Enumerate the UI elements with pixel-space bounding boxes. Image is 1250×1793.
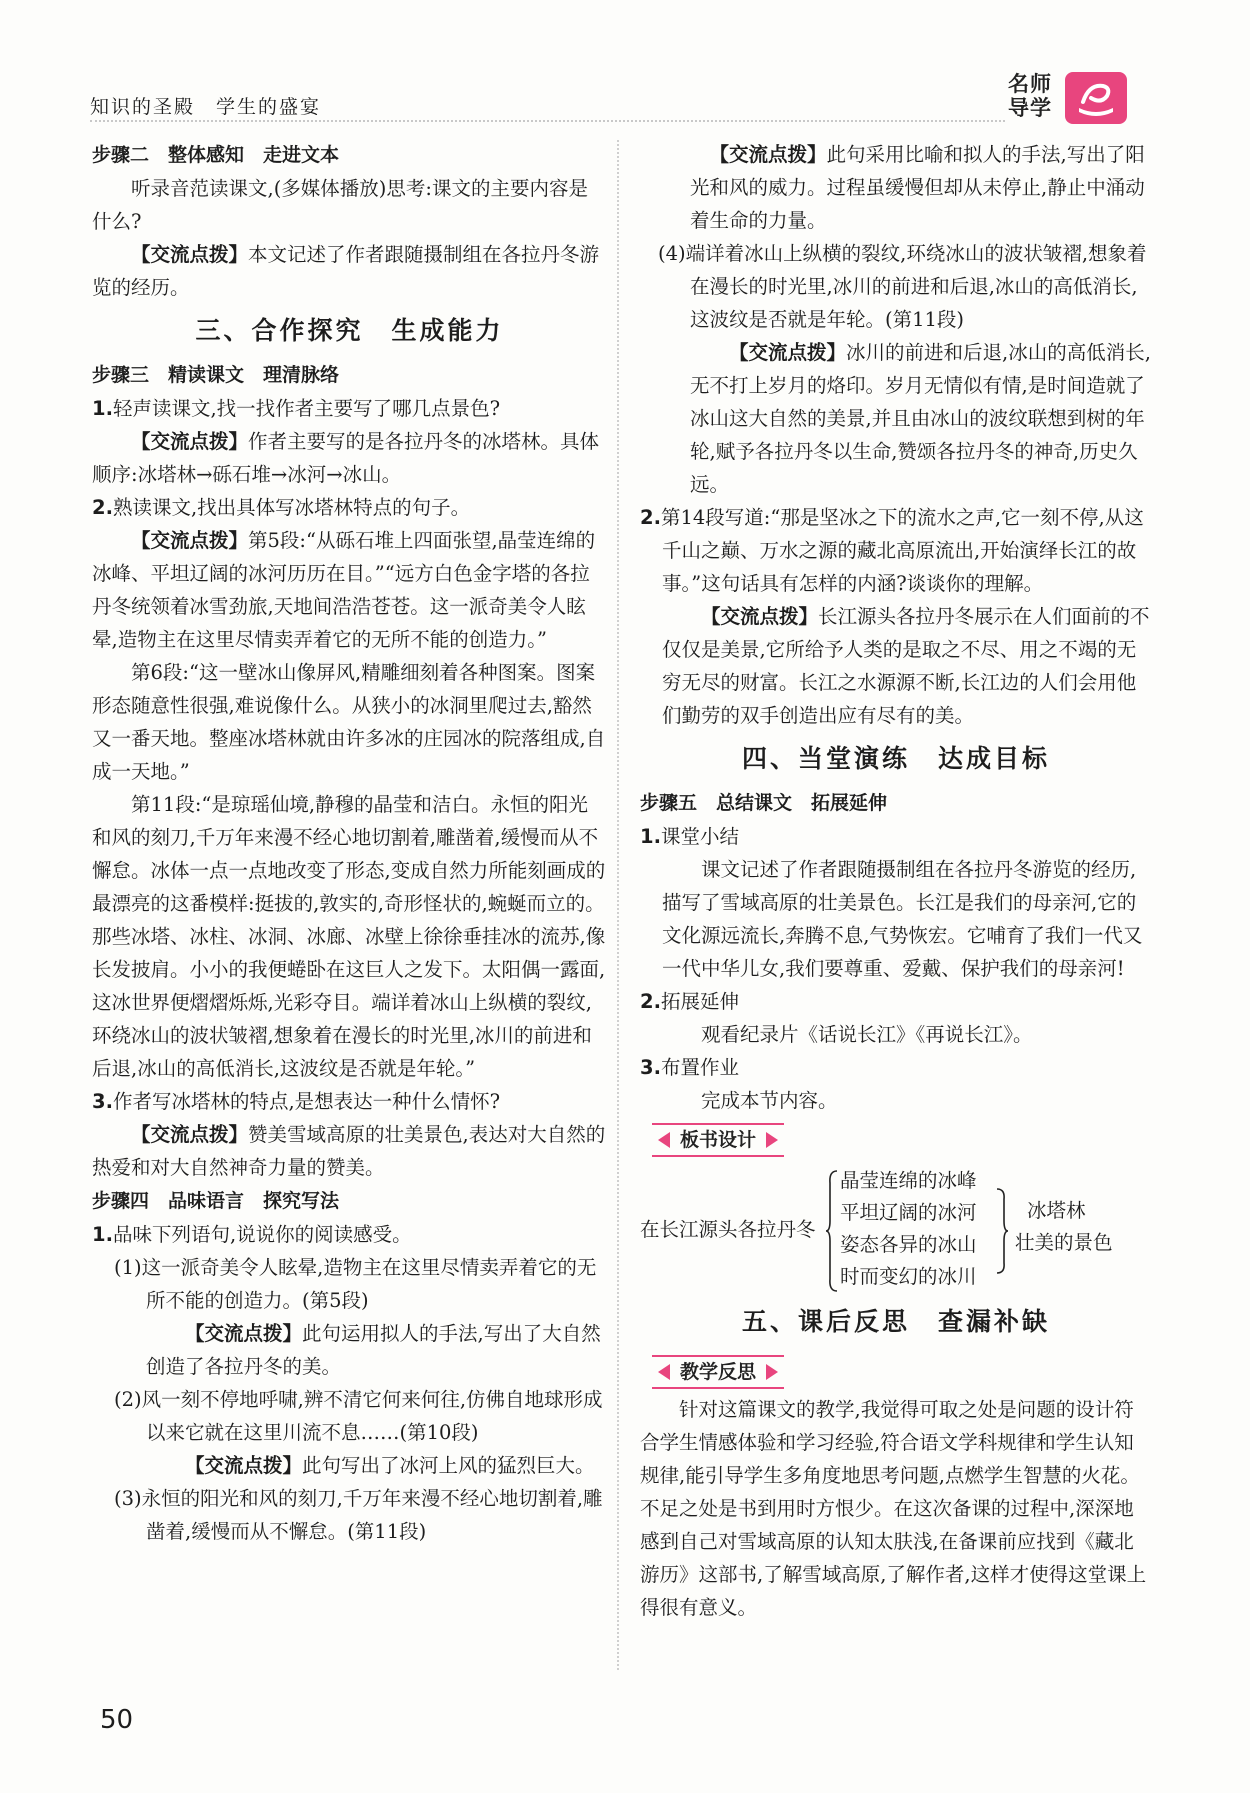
question-number: 3. xyxy=(92,1090,113,1113)
sub-question: (2)风一刻不停地呼啸,辨不清它何来何往,仿佛自地球形成以来它就在这里川流不息……(第10段) xyxy=(114,1388,603,1444)
answer-tag: 【交流点拨】 xyxy=(185,1454,303,1477)
answer-tag: 【交流点拨】 xyxy=(131,430,249,453)
question-number: 1. xyxy=(92,397,113,420)
question-number: 2. xyxy=(640,506,661,529)
item-title: 课堂小结 xyxy=(660,825,739,848)
answer-block xyxy=(640,600,1152,732)
paragraph: 课文记述了作者跟随摄制组在各拉丹冬游览的经历,描写了雪域高原的壮美景色。长江是我们的母亲河,它的文化源远流长,奔腾不息,气势恢宏。它哺育了我们一代又一代中华儿女,我们要尊重、爱戴、保护我们的母亲河! xyxy=(662,858,1143,980)
item-number: 3. xyxy=(640,1056,661,1079)
board-item: 时而变幻的冰川 xyxy=(840,1265,977,1288)
right-brace-icon xyxy=(995,1169,1009,1293)
answer-block xyxy=(92,1317,607,1383)
answer-text: 赞美雪域高原的壮美景色,表达对大自然的热爱和对大自然神奇力量的赞美。 xyxy=(92,1123,606,1179)
paragraph: 观看纪录片《话说长江》《再说长江》。 xyxy=(701,1023,1033,1046)
section-title: 三、合作探究 生成能力 xyxy=(195,316,504,345)
board-item: 晶莹连绵的冰峰 xyxy=(840,1169,977,1192)
question-text: 熟读课文,找出具体写冰塔林特点的句子。 xyxy=(112,496,471,519)
answer-block xyxy=(640,336,1152,501)
page-number: 50 xyxy=(100,1705,134,1735)
board-result-line: 壮美的景色 xyxy=(1015,1231,1113,1254)
answer-text: 此句采用比喻和拟人的手法,写出了阳光和风的威力。过程虽缓慢但却从未停止,静止中涌动着生命的力量。 xyxy=(690,143,1145,232)
list-item xyxy=(640,1051,1152,1084)
question-text: 品味下列语句,说说你的阅读感受。 xyxy=(112,1223,412,1246)
board-diagram xyxy=(640,1165,1152,1295)
paragraph: 听录音范读课文,(多媒体播放)思考:课文的主要内容是什么? xyxy=(92,177,588,233)
item-number: 1. xyxy=(640,825,661,848)
answer-text: 长江源头各拉丹冬展示在人们面前的不仅仅是美景,它所给予人类的是取之不尽、用之不竭的无穷无尽的财富。长江之水源源不断,长江边的人们会用他们勤劳的双手创造出应有尽有的美。 xyxy=(662,605,1150,727)
answer-text: 第5段:“从砾石堆上四面张望,晶莹连绵的冰峰、平坦辽阔的冰河历历在目。”“远方白色金字塔的各拉丹冬统领着冰雪劲旅,天地间浩浩苍苍。这一派奇美令人眩晕,造物主在这里尽情卖弄着它的无所不能的创造力。” xyxy=(92,529,596,651)
question xyxy=(92,491,607,524)
item-title: 布置作业 xyxy=(660,1056,739,1079)
left-column xyxy=(92,138,607,1548)
board-items xyxy=(840,1165,977,1293)
sub-question: (3)永恒的阳光和风的刻刀,千万年来漫不经心地切割着,雕凿着,缓慢而从不懈怠。(第11段) xyxy=(114,1487,603,1543)
answer-text: 此句运用拟人的手法,写出了大自然创造了各拉丹冬的美。 xyxy=(146,1322,601,1378)
ribbon-label: 教学反思 xyxy=(652,1355,784,1389)
item-number: 2. xyxy=(640,990,661,1013)
board-item: 平坦辽阔的冰河 xyxy=(840,1201,977,1224)
sub-question: (4)端详着冰山上纵横的裂纹,环绕冰山的波状皱褶,想象着在漫长的时光里,冰川的前进和后退,冰山的高低消长,这波纹是否就是年轮。(第11段) xyxy=(658,242,1147,331)
answer-tag: 【交流点拨】 xyxy=(131,529,249,552)
question xyxy=(92,1218,607,1251)
board-root: 在长江源头各拉丹冬 xyxy=(640,1218,816,1241)
step-heading: 步骤三 精读课文 理清脉络 xyxy=(92,364,340,386)
section-title: 五、课后反思 查漏补缺 xyxy=(741,1307,1050,1336)
question-number: 2. xyxy=(92,496,113,519)
step-heading: 步骤二 整体感知 走进文本 xyxy=(92,144,340,166)
answer-tag: 【交流点拨】 xyxy=(729,341,847,364)
answer-text: 此句写出了冰河上风的猛烈巨大。 xyxy=(302,1454,595,1477)
answer-tag: 【交流点拨】 xyxy=(185,1322,303,1345)
logo-text-bottom: 导学 xyxy=(1008,96,1052,120)
answer-block xyxy=(92,238,607,304)
question xyxy=(92,392,607,425)
answer-text: 本文记述了作者跟随摄制组在各拉丹冬游览的经历。 xyxy=(92,243,600,299)
answer-tag: 【交流点拨】 xyxy=(131,243,249,266)
page-header xyxy=(90,72,1135,122)
question-text: 轻声读课文,找一找作者主要写了哪几点景色? xyxy=(112,397,501,420)
answer-block xyxy=(92,1118,607,1184)
answer-block xyxy=(640,138,1152,237)
header-slogan: 知识的圣殿 学生的盛宴 xyxy=(90,96,322,118)
book-swirl-icon xyxy=(1065,72,1127,124)
board-item: 姿态各异的冰山 xyxy=(840,1233,977,1256)
answer-tag: 【交流点拨】 xyxy=(131,1123,249,1146)
question-text: 第14段写道:“那是坚冰之下的流水之声,它一刻不停,从这千山之巅、万水之源的藏北高原流出,开始演绎长江的故事。”这句话具有怎样的内涵?谈谈你的理解。 xyxy=(660,506,1144,595)
question xyxy=(92,1085,607,1118)
paragraph: 第11段:“是琼瑶仙境,静穆的晶莹和洁白。永恒的阳光和风的刻刀,千万年来漫不经心地切割着,雕凿着,缓慢而从不懈怠。冰体一点一点地改变了形态,变成自然力所能刻画成的最漂亮的这番模样:挺拔的,敦实的,奇形怪状的,蜿蜒而立的。那些冰塔、冰柱、冰洞、冰廊、冰壁上徐徐垂挂冰的流苏,像长发披肩。小小的我便蜷卧在这巨人之发下。太阳偶一露面,这冰世界便熠熠烁烁,光彩夺目。端详着冰山上纵横的裂纹,环绕冰山的波状皱褶,想象着在漫长的时光里,冰川的前进和后退,冰山的高低消长,这波纹是否就是年轮。” xyxy=(92,793,606,1080)
board-result xyxy=(1015,1195,1113,1259)
left-brace-icon xyxy=(825,1169,839,1293)
logo-text xyxy=(1000,72,1060,120)
sub-question: (1)这一派奇美令人眩晕,造物主在这里尽情卖弄着它的无所不能的创造力。(第5段) xyxy=(114,1256,597,1312)
brand-logo xyxy=(1000,72,1135,128)
answer-text: 冰川的前进和后退,冰山的高低消长,无不打上岁月的烙印。岁月无情似有情,是时间造就了冰山这大自然的美景,并且由冰山的波纹联想到树的年轮,赋予各拉丹冬以生命,赞颂各拉丹冬的神奇,历史久远。 xyxy=(690,341,1151,496)
reflection-ribbon xyxy=(652,1355,784,1387)
paragraph: 针对这篇课文的教学,我觉得可取之处是问题的设计符合学生情感体验和学习经验,符合语文学科规律和学生认知规律,能引导学生多角度地思考问题,点燃学生智慧的火花。不足之处是书到用时方恨少。在这次备课的过程中,深深地感到自己对雪域高原的认知太肤浅,在备课前应找到《藏北游历》这部书,了解雪域高原,了解作者,这样才使得这堂课上得很有意义。 xyxy=(640,1398,1147,1619)
question xyxy=(640,501,1152,600)
list-item xyxy=(640,820,1152,853)
logo-text-top: 名师 xyxy=(1008,72,1052,96)
answer-tag: 【交流点拨】 xyxy=(709,143,827,166)
list-item xyxy=(640,985,1152,1018)
board-design-ribbon xyxy=(652,1123,784,1155)
paragraph: 第6段:“这一壁冰山像屏风,精雕细刻着各种图案。图案形态随意性很强,难说像什么。从狭小的冰洞里爬过去,豁然又一番天地。整座冰塔林就由许多冰的庄园冰的院落组成,自成一天地。” xyxy=(92,661,606,783)
header-divider xyxy=(90,120,1005,122)
answer-block xyxy=(92,425,607,491)
answer-text: 作者主要写的是各拉丹冬的冰塔林。具体顺序:冰塔林→砾石堆→冰河→冰山。 xyxy=(92,430,600,486)
right-column xyxy=(640,138,1152,1624)
section-title: 四、当堂演练 达成目标 xyxy=(741,744,1050,773)
item-title: 拓展延伸 xyxy=(660,990,739,1013)
step-heading: 步骤四 品味语言 探究写法 xyxy=(92,1190,340,1212)
board-result-line: 冰塔林 xyxy=(1027,1199,1086,1222)
answer-block xyxy=(92,524,607,656)
question-number: 1. xyxy=(92,1223,113,1246)
step-heading: 步骤五 总结课文 拓展延伸 xyxy=(640,792,888,814)
answer-block xyxy=(92,1449,607,1482)
column-divider xyxy=(617,140,619,1670)
paragraph: 完成本节内容。 xyxy=(701,1089,838,1112)
question-text: 作者写冰塔林的特点,是想表达一种什么情怀? xyxy=(112,1090,501,1113)
answer-tag: 【交流点拨】 xyxy=(701,605,819,628)
ribbon-label: 板书设计 xyxy=(652,1123,784,1157)
